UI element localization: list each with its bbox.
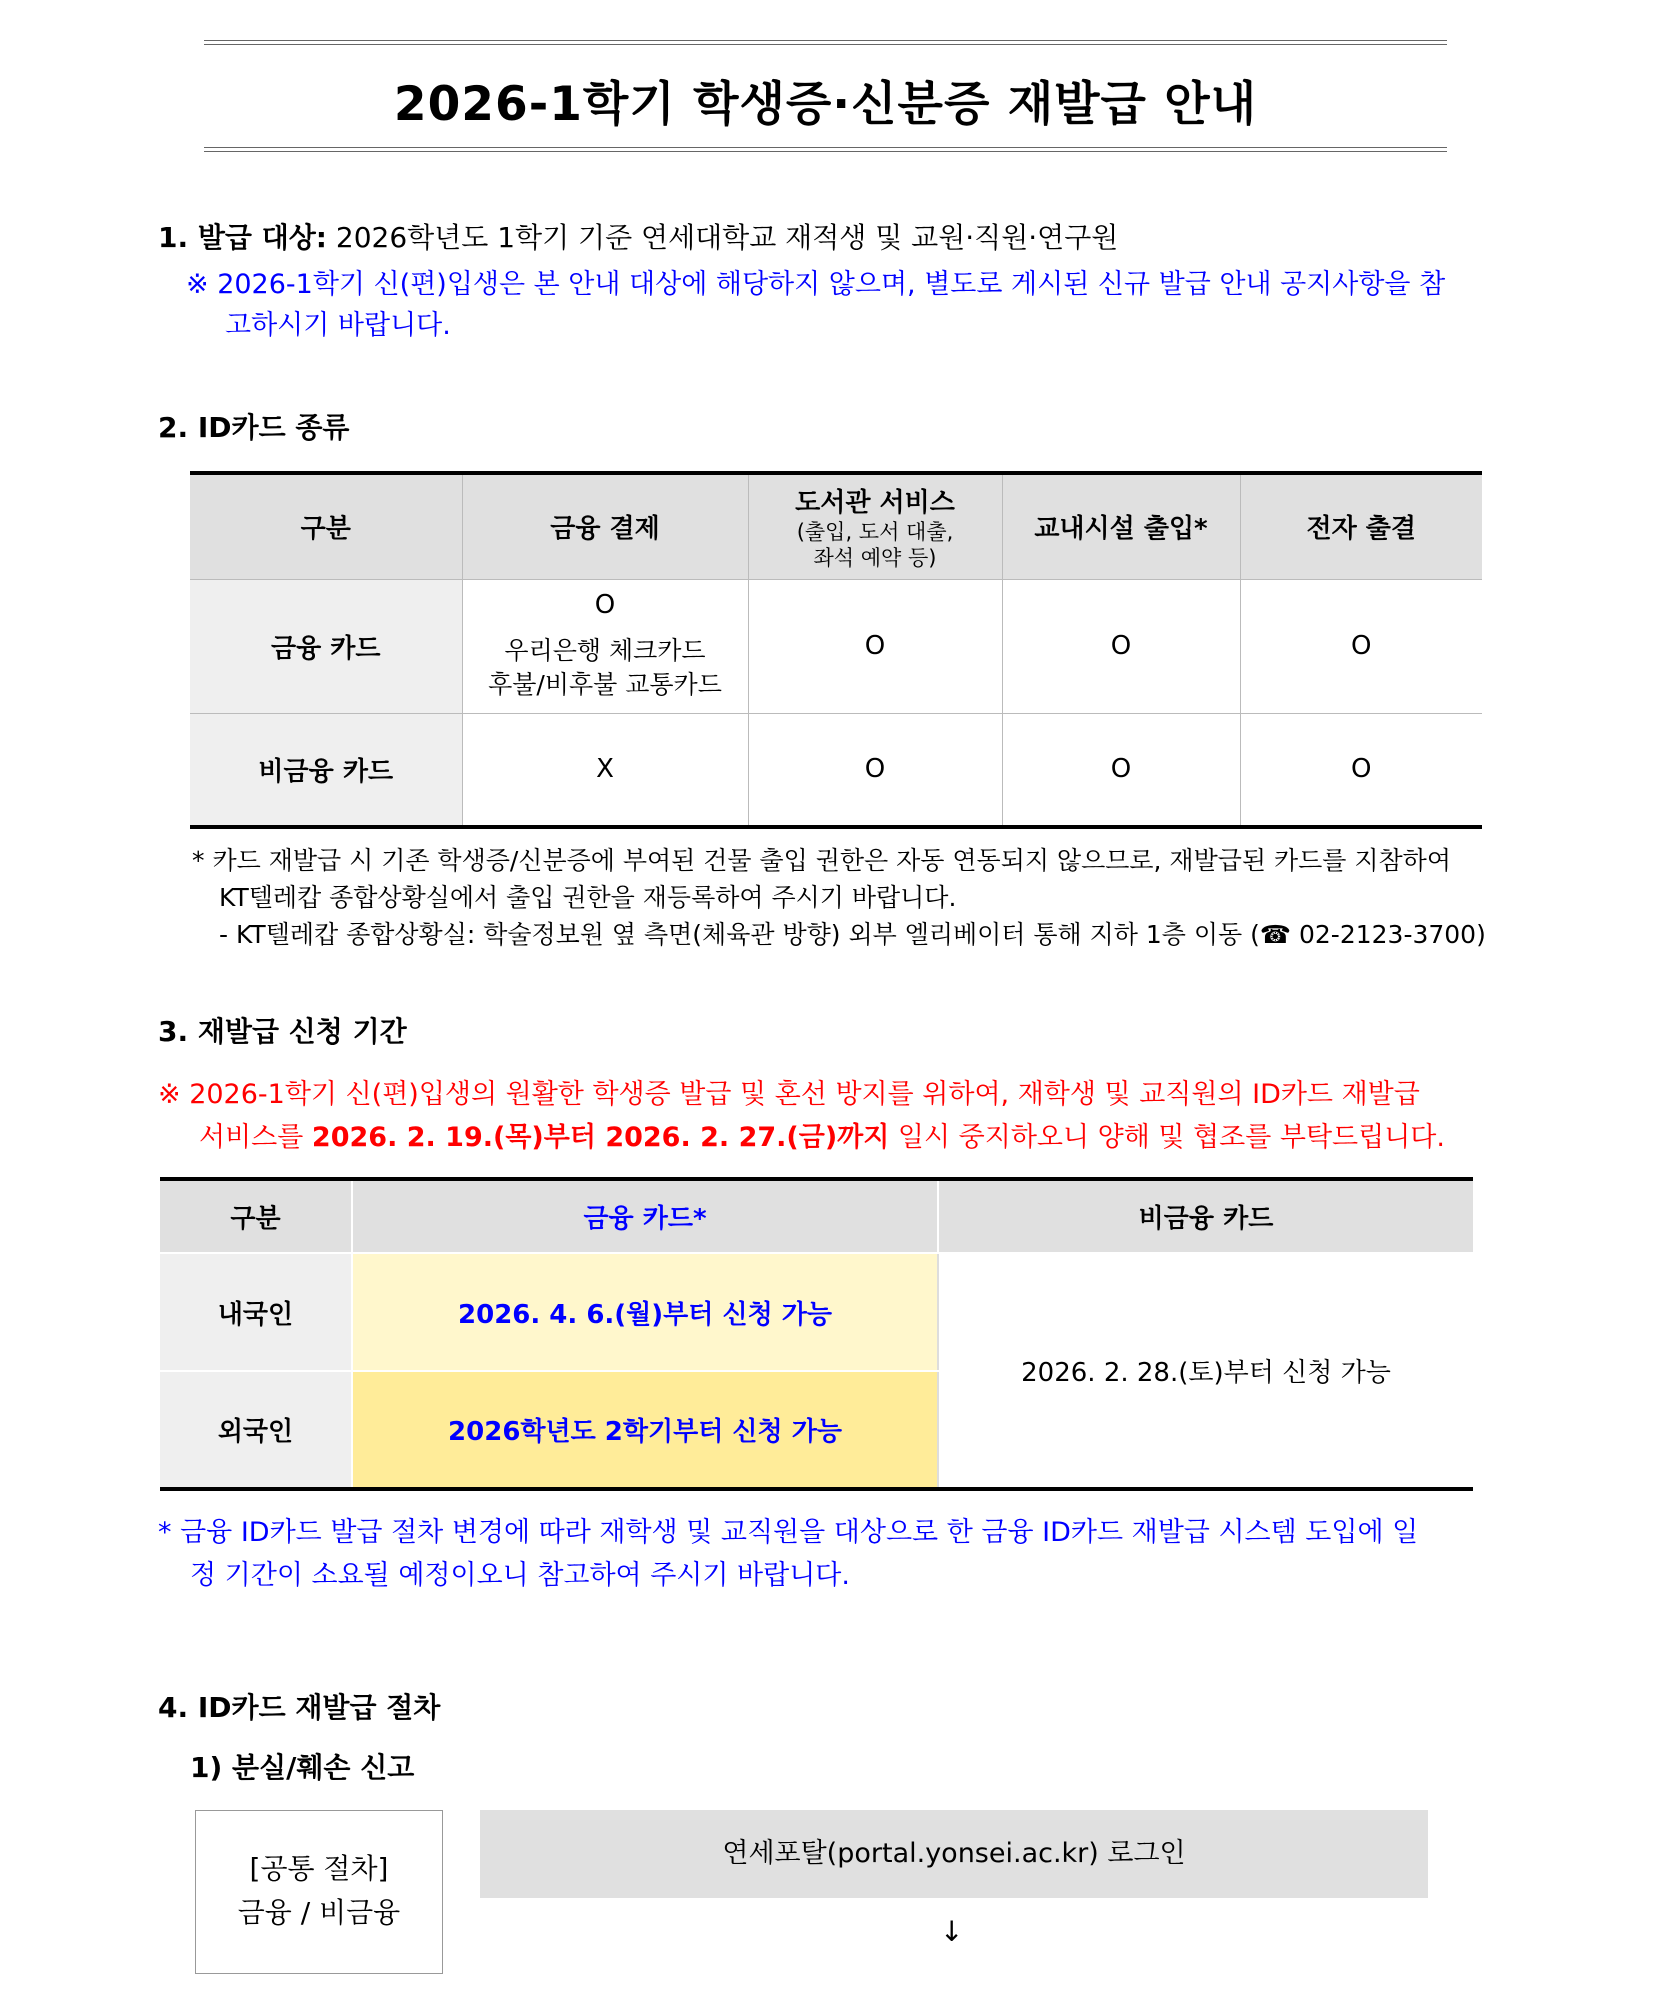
row-label: 금융 카드 (190, 579, 462, 713)
header-payment: 금융 결제 (462, 473, 748, 579)
header-nonfinancial-card: 비금융 카드 (938, 1179, 1473, 1253)
card-type-table (190, 471, 1482, 829)
section-3-note-line2: 정 기간이 소요될 예정이오니 참고하여 주시기 바랍니다. (190, 1560, 850, 1591)
attendance-cell: O (1240, 579, 1482, 713)
nonfinancial-date: 2026. 2. 28.(토)부터 신청 가능 (938, 1253, 1473, 1489)
section-1-text: 2026학년도 1학기 기준 연세대학교 재적생 및 교원·직원·연구원 (335, 221, 1119, 254)
table-row (190, 579, 1482, 713)
header-financial-card: 금융 카드* (352, 1179, 938, 1253)
header-library-sub1: (출입, 도서 대출, (796, 520, 954, 545)
access-cell: O (1002, 579, 1240, 713)
notice-post: 일시 중지하오니 양해 및 협조를 부탁드립니다. (889, 1122, 1445, 1153)
notice-pre: 서비스를 (199, 1122, 312, 1153)
header-access: 교내시설 출입* (1002, 473, 1240, 579)
library-cell: O (748, 579, 1002, 713)
payment-cell (462, 579, 748, 713)
row-label-domestic: 내국인 (160, 1253, 352, 1371)
foreign-financial-date: 2026학년도 2학기부터 신청 가능 (352, 1371, 938, 1489)
payment-cell: X (462, 713, 748, 827)
header-library-sub2: 좌석 예약 등) (813, 546, 937, 571)
section-3-notice-line1: ※ 2026-1학기 신(편)입생의 원활한 학생증 발급 및 혼선 방지를 위하여, 재학생 및 교직원의 ID카드 재발급 (158, 1079, 1420, 1110)
section-2-note-line1: * 카드 재발급 시 기존 학생증/신분증에 부여된 건물 출입 권한은 자동 연동되지 않으므로, 재발급된 카드를 지참하여 (192, 846, 1451, 875)
notice-suspension-period: 2026. 2. 19.(목)부터 2026. 2. 27.(금)까지 (311, 1122, 890, 1153)
section-1-label: 1. 발급 대상: (158, 221, 328, 254)
payment-detail-2: 후불/비후불 교통카드 (488, 670, 722, 699)
section-4-heading: 4. ID카드 재발급 절차 (158, 1691, 441, 1724)
portal-login-step: 연세포탈(portal.yonsei.ac.kr) 로그인 (480, 1810, 1428, 1898)
header-category: 구분 (160, 1179, 352, 1253)
title-rule-top (204, 40, 1447, 45)
section-3-notice-line2 (199, 1115, 1445, 1154)
section-1-heading (158, 216, 1118, 256)
application-period-table (160, 1177, 1473, 1491)
common-procedure-box (195, 1810, 443, 1974)
common-procedure-scope: 금융 / 비금융 (237, 1896, 401, 1929)
table-row (160, 1253, 1473, 1371)
row-label-foreign: 외국인 (160, 1371, 352, 1489)
section-1-note-line2: 고하시기 바랍니다. (225, 310, 451, 341)
section-2-note-line3: - KT텔레캅 종합상황실: 학술정보원 옆 측면(체육관 방향) 외부 엘리베이터 통해 지하 1층 이동 (☎ 02-2123-3700) (219, 920, 1486, 949)
access-cell: O (1002, 713, 1240, 827)
table-header-row (190, 473, 1482, 579)
section-4-subheading: 1) 분실/훼손 신고 (190, 1751, 415, 1784)
title-block (204, 37, 1447, 155)
common-procedure-title: [공통 절차] (249, 1852, 389, 1885)
library-cell: O (748, 713, 1002, 827)
down-arrow-icon: ↓ (940, 1915, 964, 1948)
payment-mark: O (594, 590, 616, 620)
section-3-note-line1: * 금융 ID카드 발급 절차 변경에 따라 재학생 및 교직원을 대상으로 한 금융 ID카드 재발급 시스템 도입에 일 (158, 1517, 1419, 1548)
payment-detail-1: 우리은행 체크카드 (504, 636, 706, 665)
header-library-label: 도서관 서비스 (795, 488, 955, 519)
section-1-note-line1: ※ 2026-1학기 신(편)입생은 본 안내 대상에 해당하지 않으며, 별도로 게시된 신규 발급 안내 공지사항을 참 (186, 269, 1446, 300)
header-category: 구분 (190, 473, 462, 579)
attendance-cell: O (1240, 713, 1482, 827)
section-2-note-line2: KT텔레캅 종합상황실에서 출입 권한을 재등록하여 주시기 바랍니다. (219, 883, 957, 912)
row-label: 비금융 카드 (190, 713, 462, 827)
section-3-heading: 3. 재발급 신청 기간 (158, 1015, 407, 1048)
title-rule-bottom (204, 147, 1447, 152)
table-row (190, 713, 1482, 827)
header-library (748, 473, 1002, 579)
table-header-row (160, 1179, 1473, 1253)
domestic-financial-date: 2026. 4. 6.(월)부터 신청 가능 (352, 1253, 938, 1371)
section-2-heading: 2. ID카드 종류 (158, 411, 350, 444)
page-title: 2026-1학기 학생증·신분증 재발급 안내 (393, 77, 1258, 132)
header-attendance: 전자 출결 (1240, 473, 1482, 579)
